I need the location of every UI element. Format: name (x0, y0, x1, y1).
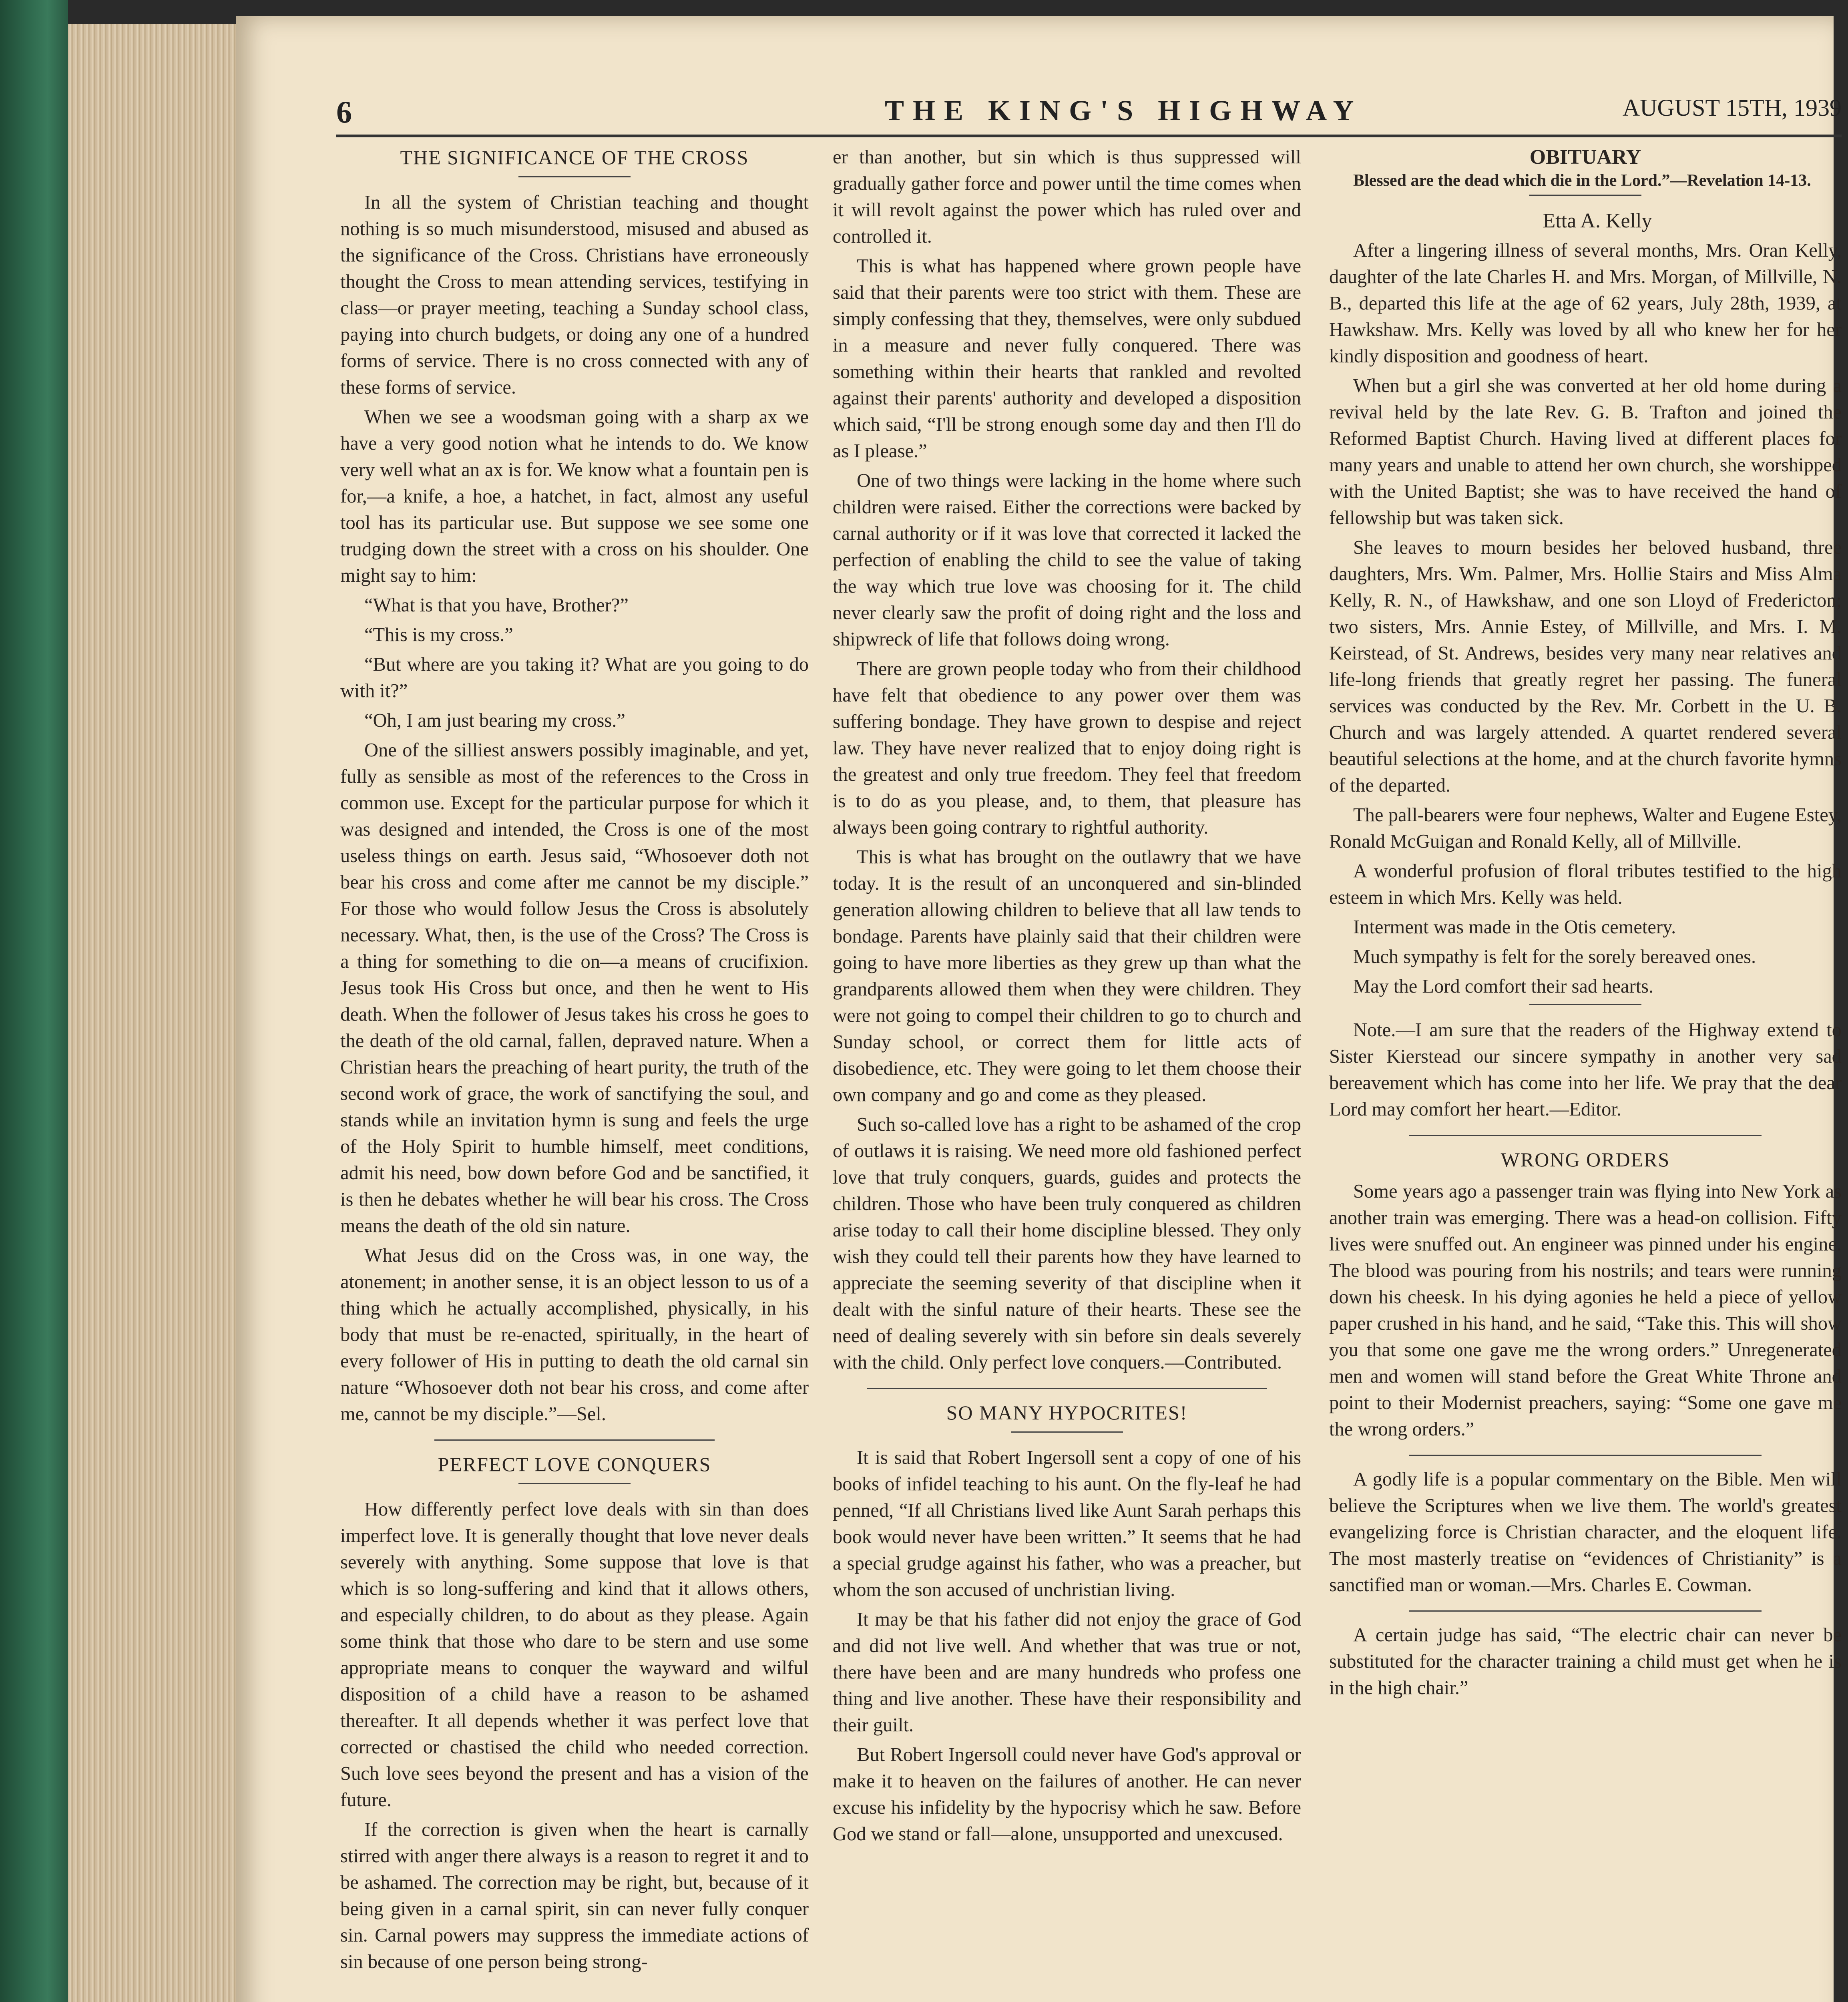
section-rule (434, 1439, 715, 1441)
paragraph: It may be that his father did not enjoy the grace of God and did not live well. And whether that was true or not, there have been and are many hundreds who profess one thing and live another. These have their responsibility and their guilt. (833, 1609, 1301, 1736)
paragraph: One of the silliest answers possibly imaginable, and yet, fully as sensible as most of the references to the Cross in common use. Except for the particular purpose for which it was designed and intended, the Cross is one of the most useless things on earth. Jesus said, “Whosoever doth not bear his cross and come after me cannot be my disciple.” For those who would follow Jesus the Cross is absolutely necessary. What, then, is the use of the Cross? The Cross is a thing for something to die on—a means of crucifixion. Jesus took His Cross but once, and then he went to His death. When the follower of Jesus takes his cross he goes to the death of the old carnal, fallen, depraved nature. When a Christian hears the preaching of heart purity, the truth of the second work of grace, the work of sanctifying the soul, and stands while an invitation hymn is sung and feels the urge of the Holy Spirit to humble himself, meet conditions, admit his need, bow down before God and be sanctified, it is then he debates whether he will bear his cross. The Cross means the death of the old sin nature. (340, 740, 809, 1236)
paragraph: A godly life is a popular commentary on the Bible. Men will believe the Scriptures when we live them. The world's greatest evangelizing force is Christian character, and the eloquent life. The most masterly treatise on “evidences of Christianity” is a sanctified man or woman.—Mrs. Charles E. Cowman. (1329, 1469, 1842, 1596)
paragraph: There are grown people today who from their childhood have felt that obedience to any power over them was suffering bondage. They have grown to despise and reject law. They have never realized that to enjoy doing right is the greatest and only true freedom. They feel that freedom is to do as you please, and, to them, that pleasure has always been going contrary to rightful authority. (833, 658, 1301, 838)
column-2 (833, 144, 1301, 2002)
paragraph: When but a girl she was converted at her old home during a revival held by the late Rev. G. B. Trafton and joined the Reformed Baptist Church. Having lived at different places for many years and unable to attend her own church, she worshipped with the United Baptist; she was to have received the hand of fellowship but was taken sick. (1329, 375, 1842, 529)
obituary-verse: Blessed are the dead which die in the Lord.”—Revelation 14-13. (1353, 171, 1811, 190)
paragraph: A certain judge has said, “The electric chair can never be substituted for the character training a child must get when he is in the high chair.” (1329, 1624, 1842, 1698)
paragraph: It is said that Robert Ingersoll sent a copy of one of his books of infidel teaching to his aunt. On the fly-leaf he had penned, “If all Christians lived like Aunt Sarah perhaps this book would never have been written.” It seems that he had a special grudge against his father, who was a preacher, but whom the son accused of unchristian living. (833, 1447, 1301, 1600)
obituary-name: Etta A. Kelly (1543, 209, 1652, 232)
article-title-wrong-orders: WRONG ORDERS (1500, 1148, 1670, 1171)
paragraph: May the Lord comfort their sad hearts. (1353, 976, 1654, 997)
editor-note: Note.—I am sure that the readers of the Highway extend to Sister Kierstead our sincere sympathy in another very sad bereavement which has come into her life. We pray that the dear Lord may comfort her heart.—Editor. (1329, 1019, 1842, 1120)
paragraph: “Oh, I am just bearing my cross.” (364, 710, 625, 731)
column-1 (340, 144, 809, 2002)
paragraph: If the correction is given when the heart is carnally stirred with anger there always is a reason to regret it and to be ashamed. The correction may be right, but, because of it being given in a carnal spirit, sin can never fully conquer sin. Carnal powers may suppress the immediate actions of sin because of one person being strong- (340, 1819, 809, 1972)
column-3 (1329, 144, 1842, 2002)
paragraph: She leaves to mourn besides her beloved husband, three daughters, Mrs. Wm. Palmer, Mrs. Hollie Stairs and Miss Alma Kelly, R. N., of Hawkshaw, and one son Lloyd of Fredericton; two sisters, Mrs. Annie Estey, of Millville, and Mrs. I. M. Keirstead, of St. Andrews, besides very many near relatives and life-long friends that greatly regret her passing. The funeral services was conducted by the Rev. Mr. Corbett in the U. B. Church and was largely attended. A quartet rendered several beautiful selections at the home, and at the church favorite hymns of the departed. (1329, 537, 1842, 796)
masthead: THE KING'S HIGHWAY (885, 94, 1363, 127)
page-number: 6 (336, 94, 352, 129)
header-rule (336, 135, 1842, 137)
paragraph: What Jesus did on the Cross was, in one way, the atonement; in another sense, it is an object lesson to us of a thing which he actually accomplished, physically, in his body that must be re-enacted, spiritually, in the heart of every follower of His in putting to death the old carnal sin nature “Whosoever doth not bear his cross, and come after me, cannot be my disciple.”—Sel. (340, 1245, 809, 1425)
obituary-title: OBITUARY (1529, 146, 1641, 169)
paragraph: When we see a woodsman going with a sharp ax we have a very good notion what he intends to do. We know very well what an ax is for. We know what a fountain pen is for,—a knife, a hoe, a hatchet, in fact, almost any useful tool has its particular use. But suppose we see some one trudging down the street with a cross on his shoulder. One might say to him: (340, 406, 809, 586)
paragraph: This is what has happened where grown people have said that their parents were too strict with them. These are simply confessing that they, themselves, were only subdued in a measure and never fully conquered. There was something within their hearts that rankled and revolted against their parents' authority and developed a disposition which said, “I'll be strong enough some day and then I'll do as I please.” (833, 255, 1301, 462)
page-header (336, 94, 1842, 130)
article-title-cross: THE SIGNIFICANCE OF THE CROSS (400, 146, 749, 169)
title-rule (518, 176, 631, 177)
section-rule (1409, 1135, 1762, 1136)
paragraph: After a lingering illness of several months, Mrs. Oran Kelly, daughter of the late Charles H. and Mrs. Morgan, of Millville, N. B., departed this life at the age of 62 years, July 28th, 1939, at Hawkshaw. Mrs. Kelly was loved by all who knew her for her kindly disposition and goodness of heart. (1329, 240, 1842, 367)
book-binding (0, 0, 68, 2002)
article-title-hypocrites: SO MANY HYPOCRITES! (946, 1401, 1188, 1424)
title-rule (1529, 195, 1641, 196)
article-title-love: PERFECT LOVE CONQUERS (438, 1453, 711, 1475)
section-rule (867, 1388, 1267, 1389)
section-rule (1409, 1455, 1762, 1456)
section-rule (1409, 1610, 1762, 1612)
section-rule (1529, 1004, 1641, 1005)
title-rule (1011, 1431, 1123, 1433)
paragraph: But Robert Ingersoll could never have God's approval or make it to heaven on the failures of another. He can never excuse his infidelity by the hypocrisy which he saw. Before God we stand or fall—alone, unsupported and unexcused. (833, 1744, 1301, 1845)
paragraph: This is what has brought on the outlawry that we have today. It is the result of an unconquered and sin-blinded generation allowing children to believe that all law tends to bondage. Parents have plainly said that their children were going to have more liberties as they grew up than what the grandparents allowed them when they were children. They were not going to compel their children to go to church and Sunday school, or correct them for little acts of disobedience, etc. They were going to let them choose their own company and go and come as they pleased. (833, 846, 1301, 1106)
paragraph: One of two things were lacking in the home where such children were raised. Either the corrections were backed by carnal authority or if it was love that corrected it lacked the perfection of enabling the child to see the value of taking the way which true love was choosing for it. The child never clearly saw the profit of doing right and the loss and shipwreck of life that follows doing wrong. (833, 470, 1301, 650)
title-rule (518, 1483, 631, 1484)
paragraph: A wonderful profusion of floral tributes testified to the high esteem in which Mrs. Kelly was held. (1329, 860, 1842, 908)
issue-date: AUGUST 15TH, 1939 (1622, 94, 1842, 121)
paragraph: “But where are you taking it? What are you going to do with it?” (340, 654, 809, 702)
paragraph: Interment was made in the Otis cemetery. (1353, 917, 1676, 938)
paragraph: How differently perfect love deals with sin than does imperfect love. It is generally thought that love never deals severely with anything. Some suppose that love is that which is so long-suffering and kind that it allows others, and especially children, to do about as they please. Again some think that those who dare to be stern and use some appropriate means to conquer the wayward and wilful disposition of a child have a reason to be ashamed thereafter. It all depends whether it was perfect love that corrected or chastised the child who needed correction. Such love sees beyond the present and has a vision of the future. (340, 1499, 809, 1811)
paragraph: Much sympathy is felt for the sorely bereaved ones. (1353, 946, 1756, 967)
paragraph: er than another, but sin which is thus suppressed will gradually gather force and power until the time comes when it will revolt against the power which has ruled over and controlled it. (833, 147, 1301, 247)
paragraph: In all the system of Christian teaching and thought nothing is so much misunderstood, misused and abused as the significance of the Cross. Christians have erroneously thought the Cross to mean attending services, testifying in class—or prayer meeting, teaching a Sunday school class, paying into church budgets, or doing any one of a hundred forms of service. There is no cross connected with any of these forms of service. (340, 192, 809, 398)
paragraph: Some years ago a passenger train was flying into New York as another train was emerging. There was a head-on collision. Fifty lives were snuffed out. An engineer was pinned under his engine. The blood was pouring from his nostrils; and tears were running down his cheesk. In his dying agonies he held a piece of yellow paper crushed in his hand, and he said, “Take this. This will show you that some one gave me the wrong orders.” Unregenerated men and women will stand before the Great White Throne and point to their Modernist preachers, saying: “Some one gave me the wrong orders.” (1329, 1181, 1842, 1440)
paragraph: Such so-called love has a right to be ashamed of the crop of outlaws it is raising. We need more old fashioned perfect love that truly conquers, guards, guides and protects the children. Those who have been truly conquered as children arise today to call their home discipline blessed. They only wish they could tell their parents how they have learned to appreciate the seeming severity of that discipline when it dealt with the sinful nature of their hearts. These see the need of dealing severely with sin before sin deals severely with the child. Only perfect love conquers.—Contributed. (833, 1114, 1301, 1373)
paragraph: The pall-bearers were four nephews, Walter and Eugene Estey, Ronald McGuigan and Ronald Kelly, all of Millville. (1329, 804, 1842, 852)
paragraph: “This is my cross.” (364, 624, 513, 645)
page-edges (68, 24, 236, 2002)
newspaper-page (236, 16, 1842, 2002)
paragraph: “What is that you have, Brother?” (364, 595, 629, 616)
